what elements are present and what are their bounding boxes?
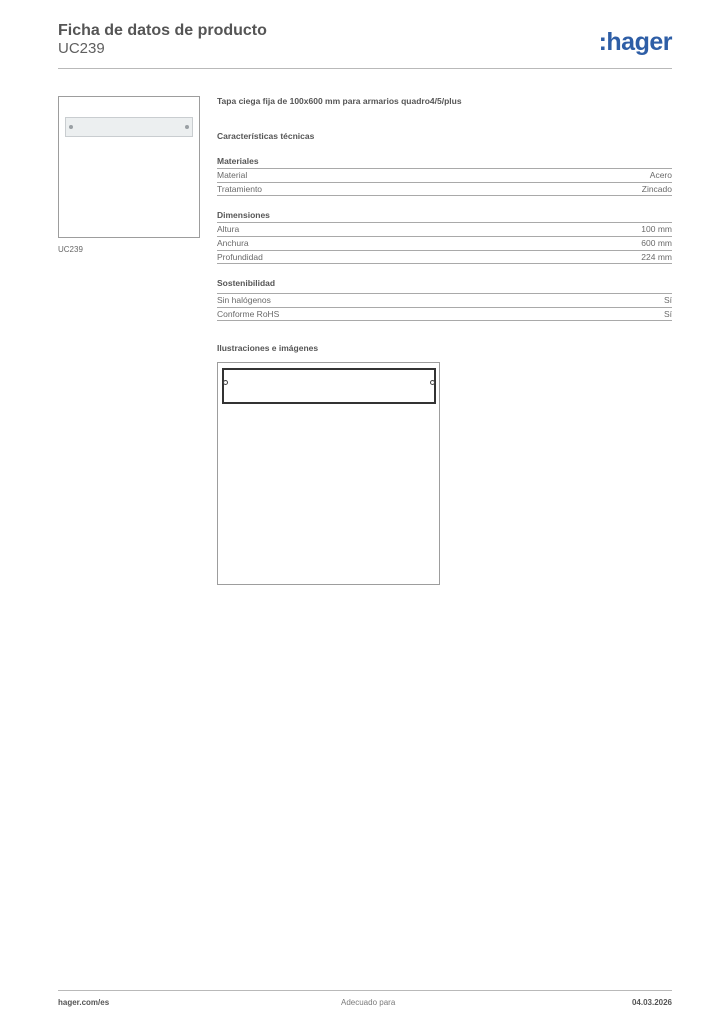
screw-hole-icon [185,125,189,129]
spec-group-title: Dimensiones [217,210,270,220]
spec-value: Sí [663,295,672,305]
illustrations-heading: Ilustraciones e imágenes [217,343,319,353]
spec-value: 224 mm [641,252,672,262]
footer-website-link[interactable]: hager.com/es [58,998,110,1007]
page-title: Ficha de datos de producto [58,22,267,39]
spec-label: Material [217,170,248,180]
spec-value: 600 mm [641,238,672,248]
image-caption: UC239 [58,245,83,254]
fixing-point-icon [430,380,435,385]
spec-row [217,168,672,182]
screw-hole-icon [69,125,73,129]
footer-divider [58,990,672,991]
blank-cover-panel-image [65,117,193,137]
spec-value: 100 mm [641,224,672,234]
hager-logo[interactable] [599,28,672,56]
footer-date: 04.03.2026 [631,998,672,1007]
spec-label: Anchura [217,238,249,248]
spec-label: Tratamiento [217,184,263,194]
spec-value: Sí [663,309,672,319]
logo-text: hager [606,28,672,56]
spec-label: Sin halógenos [217,295,271,305]
spec-label: Altura [217,224,240,234]
product-code: UC239 [58,40,105,57]
product-description: Tapa ciega fija de 100x600 mm para armarios quadro4/5/plus [217,96,462,106]
spec-row [217,293,672,307]
spec-value: Acero [649,170,672,180]
product-image [58,96,200,238]
spec-row [217,222,672,236]
cover-plate-outline [222,368,436,404]
spec-value: Zincado [641,184,672,194]
technical-drawing [217,362,440,585]
spec-label: Profundidad [217,252,263,262]
spec-group-dimensions [217,210,672,268]
logo-dots-icon: : [598,28,607,56]
spec-group-title: Materiales [217,156,259,166]
spec-row [217,182,672,196]
fixing-point-icon [223,380,228,385]
technical-specs-heading: Características técnicas [217,131,315,141]
spec-row [217,307,672,321]
spec-group-sustainability [217,278,672,322]
spec-row [217,250,672,264]
spec-label: Conforme RoHS [217,309,280,319]
spec-row [217,236,672,250]
spec-group-materials [217,156,672,200]
header-divider [58,68,672,69]
spec-group-title: Sostenibilidad [217,278,276,288]
footer-suitable-for: Adecuado para [341,998,396,1007]
